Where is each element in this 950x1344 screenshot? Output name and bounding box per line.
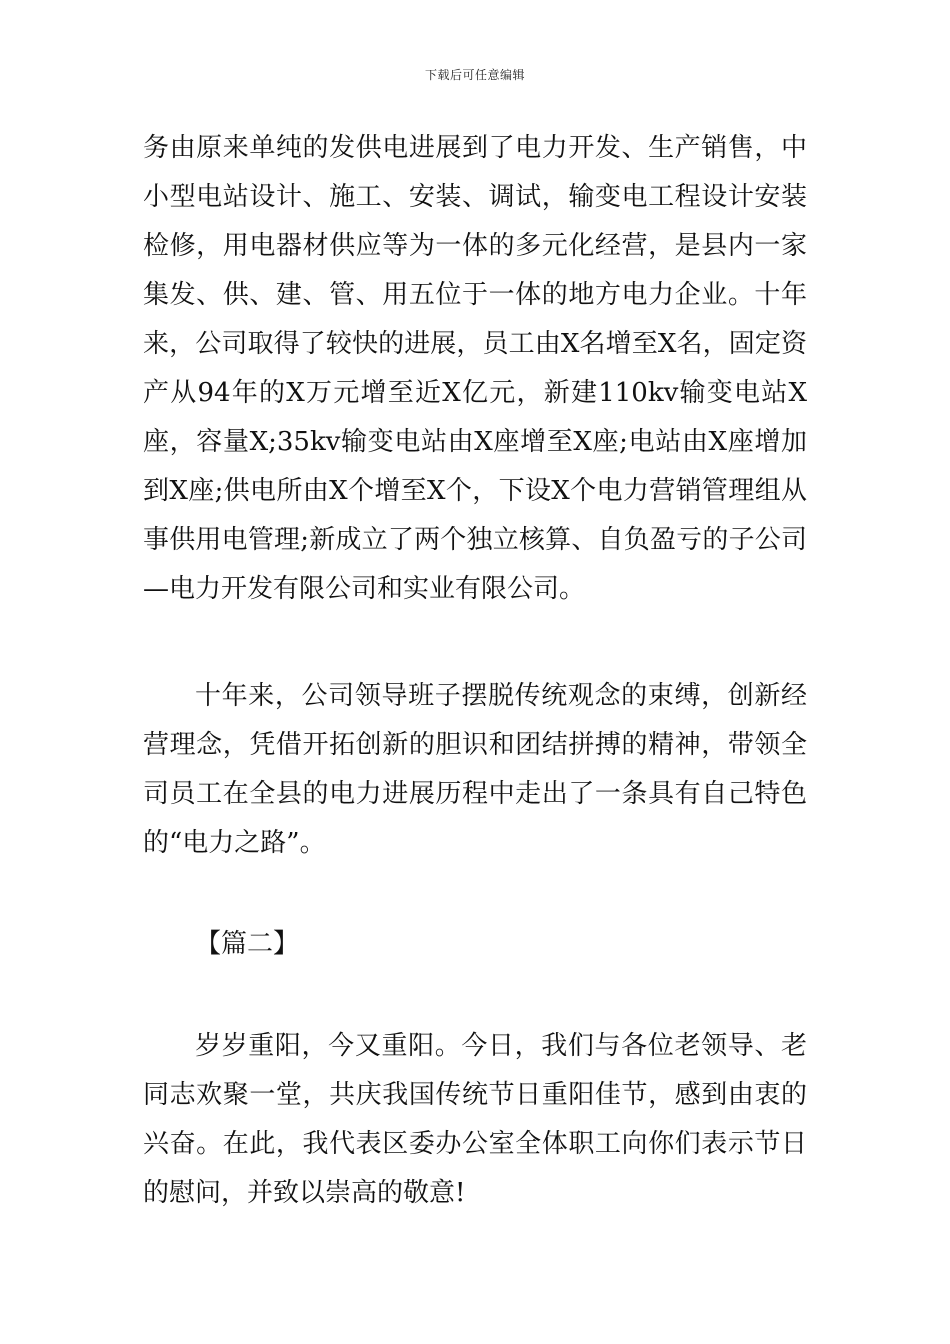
body-paragraph-1: 务由原来单纯的发供电进展到了电力开发、生产销售，中小型电站设计、施工、安装、调试，输变电工程设计安装检修，用电器材供应等为一体的多元化经营，是县内一家集发、供、建、管、用五位于一体的地方电力企业。十年来，公司取得了较快的进展，员工由X名增至X名，固定资产从94年的X万元增至近X亿元，新建110kv输变电站X座，容量X;35kv输变电站由X座增至X座;电站由X座增加到X座;供电所由X个增至X个，下设X个电力营销管理组从事供用电管理;新成立了两个独立核算、自负盈亏的子公司—电力开发有限公司和实业有限公司。 (143, 133, 807, 604)
section-heading: 【篇二】 (195, 929, 300, 959)
body-paragraph-3: 岁岁重阳，今又重阳。今日，我们与各位老领导、老同志欢聚一堂，共庆我国传统节日重阳佳节，感到由衷的兴奋。在此，我代表区委办公室全体职工向你们表示节日的慰问，并致以崇高的敬意! (143, 1031, 807, 1208)
page-header-note: 下载后可任意编辑 (424, 68, 525, 82)
body-paragraph-2: 十年来，公司领导班子摆脱传统观念的束缚，创新经营理念，凭借开拓创新的胆识和团结拼搏的精神，带领全司员工在全县的电力进展历程中走出了一条具有自己特色的“电力之路”。 (143, 681, 807, 858)
